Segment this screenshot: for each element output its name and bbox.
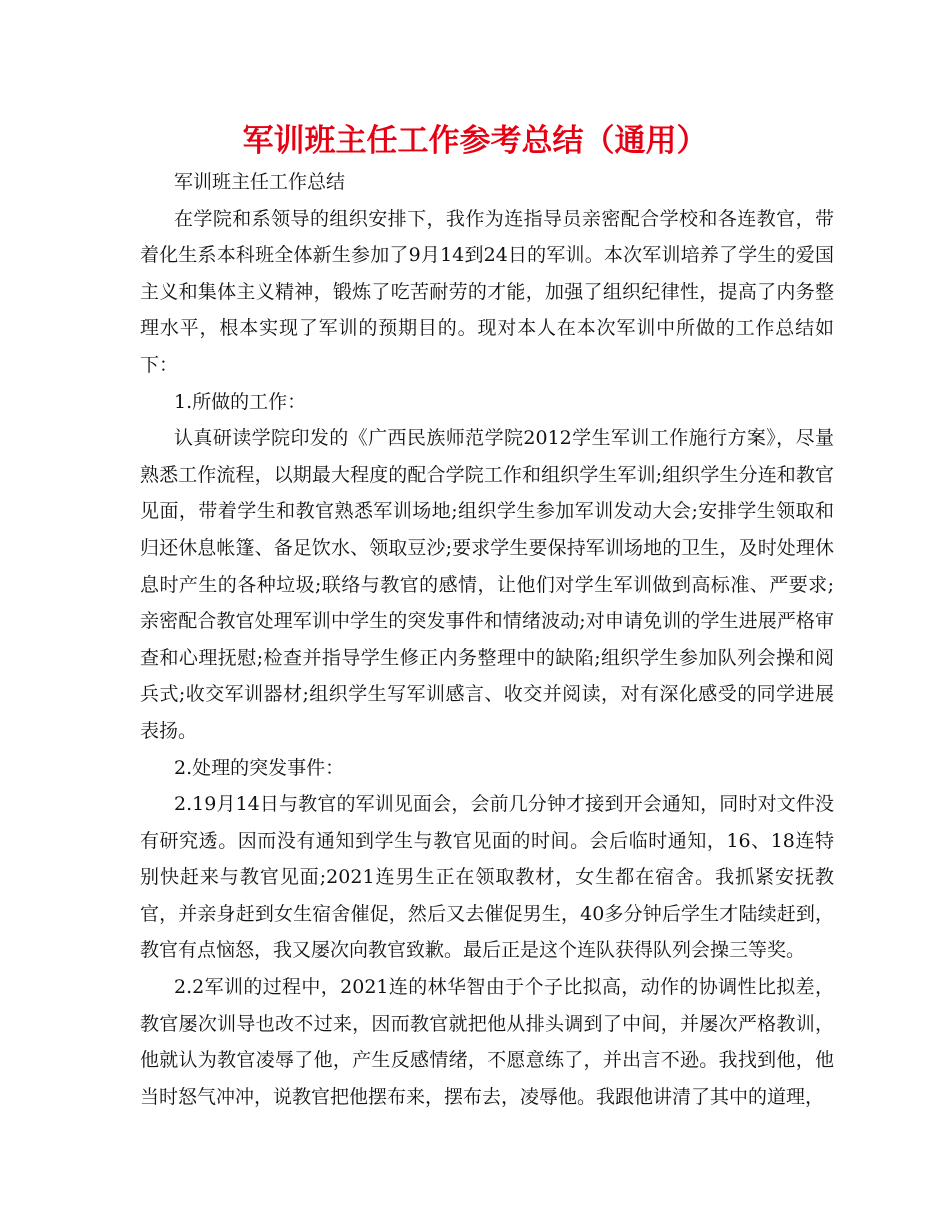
paragraph: 认真研读学院印发的《广西民族师范学院2012学生军训工作施行方案》，尽量熟悉工作流程，以期最大程度的配合学院工作和组织学生军训;组织学生分连和教官见面，带着学生和教官熟悉军训场地;组织学生参加军训发动大会;安排学生领取和归还休息帐篷、备足饮水、领取豆沙;要求学生要保持军训场地的卫生，及时处理休息时产生的各种垃圾;联络与教官的感情，让他们对学生军训做到高标准、严要求;亲密配合教官处理军训中学生的突发事件和情绪波动;对申请免训的学生进展严格审查和心理抚慰;检查并指导学生修正内务整理中的缺陷;组织学生参加队列会操和阅兵式;收交军训器材;组织学生写军训感言、收交并阅读，对有深化感受的同学进展表扬。 (140, 427, 834, 742)
document-subtitle: 军训班主任工作总结 (174, 171, 346, 193)
document-body (140, 164, 834, 1115)
paragraph: 在学院和系领导的组织安排下，我作为连指导员亲密配合学校和各连教官，带着化生系本科班全体新生参加了9月14到24日的军训。本次军训培养了学生的爱国主义和集体主义精神，锻炼了吃苦耐劳的才能，加强了组织纪律性，提高了内务整理水平，根本实现了军训的预期目的。现对本人在本次军训中所做的工作总结如下： (140, 207, 834, 376)
section-heading: 2.处理的突发事件： (174, 756, 345, 779)
section-heading: 1.所做的工作： (174, 390, 307, 413)
paragraph: 2.19月14日与教官的军训见面会，会前几分钟才接到开会通知，同时对文件没有研究透。因而没有通知到学生与教官见面的时间。会后临时通知，16、18连特别快赶来与教官见面;2021连男生正在领取教材，女生都在宿舍。我抓紧安抚教官，并亲身赶到女生宿舍催促，然后又去催促男生，40多分钟后学生才陆续赶到，教官有点恼怒，我又屡次向教官致歉。最后正是这个连队获得队列会操三等奖。 (140, 793, 834, 962)
paragraph: 2.2军训的过程中，2021连的林华智由于个子比拟高，动作的协调性比拟差，教官屡次训导也改不过来，因而教官就把他从排头调到了中间，并屡次严格教训，他就认为教官凌辱了他，产生反感情绪，不愿意练了，并出言不逊。我找到他，他当时怒气冲冲，说教官把他摆布来，摆布去，凌辱他。我跟他讲清了其中的道理， (140, 976, 834, 1108)
document-title: 军训班主任工作参考总结（通用） (242, 123, 708, 159)
